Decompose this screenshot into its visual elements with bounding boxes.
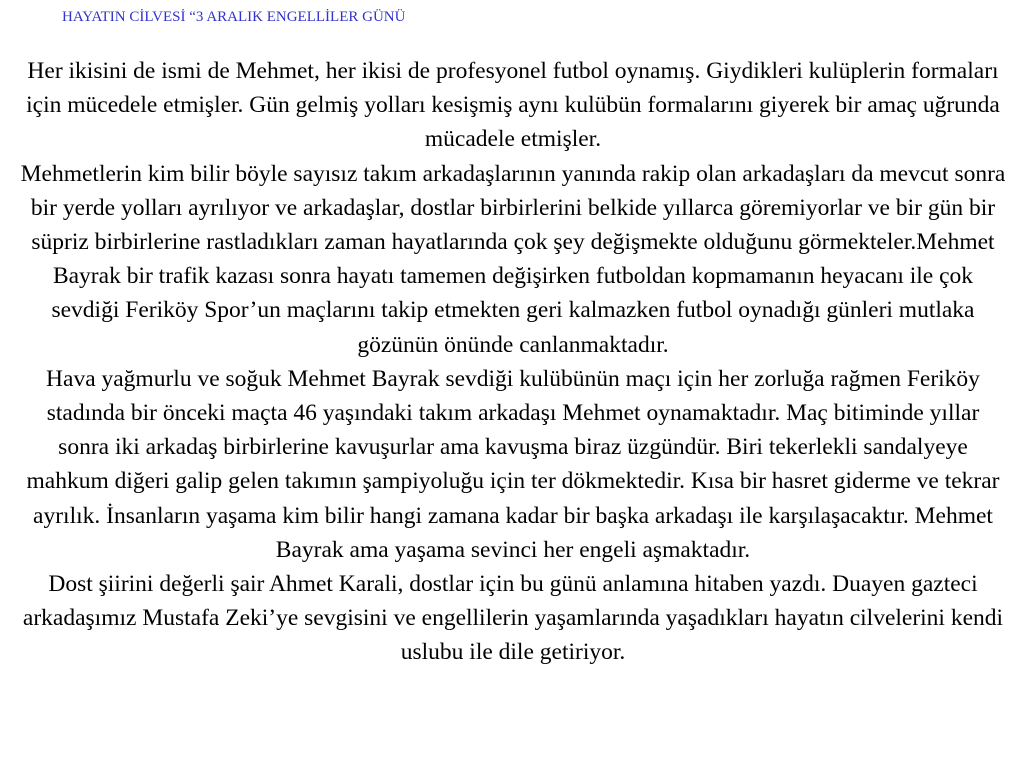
- slide-body: [20, 54, 1006, 670]
- paragraph-3: Hava yağmurlu ve soğuk Mehmet Bayrak sevdiği kulübünün maçı için her zorluğa rağmen Feriköy stadında bir önceki maçta 46 yaşındaki takım arkadaşı Mehmet oynamaktadır. Maç bitiminde yıllar sonra iki arkadaş birbirlerine kavuşurlar ama kavuşma biraz üzgündür. Biri tekerlekli sandalyeye mahkum diğeri galip gelen takımın şampiyoluğu için ter dökmektedir. Kısa bir hasret giderme ve tekrar ayrılık. İnsanların yaşama kim bilir hangi zamana kadar bir başka arkadaşı ile karşılaşacaktır. Mehmet Bayrak ama yaşama sevinci her engeli aşmaktadır.: [26, 365, 1000, 563]
- slide-title: HAYATIN CİLVESİ “3 ARALIK ENGELLİLER GÜNÜ: [62, 9, 406, 25]
- paragraph-1: Her ikisini de ismi de Mehmet, her ikisi de profesyonel futbol oynamış. Giydikleri kulüplerin formaları için mücedele etmişler. Gün gelmiş yolları kesişmiş aynı kulübün formalarını giyerek bir amaç uğrunda mücadele etmişler.: [26, 58, 1000, 153]
- paragraph-2: Mehmetlerin kim bilir böyle sayısız takım arkadaşlarının yanında rakip olan arkadaşları da mevcut sonra bir yerde yolları ayrılıyor ve arkadaşlar, dostlar birbirlerini belkide yıllarca göremiyorlar ve bir gün bir süpriz birbirlerine rastladıkları zaman hayatlarında çok şey değişmekte olduğunu görmekteler.Mehmet Bayrak bir trafik kazası sonra hayatı tamemen değişirken futboldan kopmamanın heyacanı ile çok sevdiği Feriköy Spor’un maçlarını takip etmekten geri kalmazken futbol oynadığı günleri mutlaka gözünün önünde canlanmaktadır.: [20, 160, 1006, 358]
- paragraph-4: Dost şiirini değerli şair Ahmet Karali, dostlar için bu günü anlamına hitaben yazdı. Duayen gazteci arkadaşımız Mustafa Zeki’ye sevgisini ve engellilerin yaşamlarında yaşadıkları hayatın cilvelerini kendi uslubu ile dile getiriyor.: [22, 571, 1004, 666]
